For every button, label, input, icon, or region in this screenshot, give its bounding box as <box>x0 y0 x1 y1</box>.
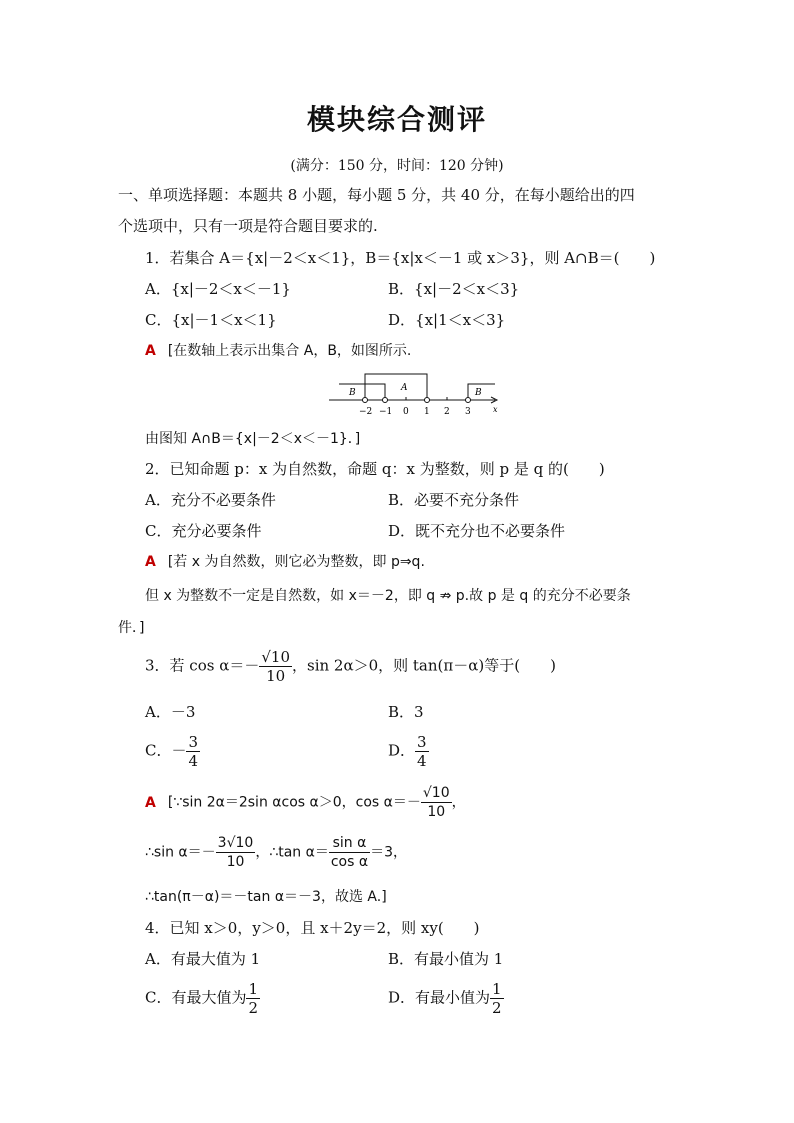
fraction-denominator: 2 <box>248 999 259 1017</box>
q4-option-b: B．有最小值为 1 <box>388 950 504 968</box>
page-subtitle: (满分：150 分，时间：120 分钟) <box>290 158 504 174</box>
q3-answer2-fraction2 <box>329 834 370 871</box>
q1-answer-line1 <box>145 341 411 361</box>
page-title: 模块综合测评 <box>306 103 487 136</box>
q4-option-c-fraction <box>246 980 260 1017</box>
q3-option-d-fraction <box>415 733 429 770</box>
q2-answer-letter: A <box>145 554 156 570</box>
q2-option-d: D．既不充分也不必要条件 <box>388 522 566 540</box>
q2-answer-line1 <box>145 552 425 572</box>
q3-answer-fraction <box>421 784 452 821</box>
q2-option-c: C．充分必要条件 <box>145 522 262 540</box>
section-heading-line1: 一、单项选择题：本题共 8 小题，每小题 5 分，共 40 分，在每小题给出的四 <box>118 186 635 204</box>
q3-answer-text-post: ， <box>451 794 466 811</box>
axis-label-x: x <box>493 405 498 414</box>
q3-stem <box>145 648 556 685</box>
q3-stem-post: ，sin 2α＞0，则 tan(π－α)等于( ) <box>292 656 556 675</box>
q4-option-d-pre: D．有最小值为 <box>388 988 491 1007</box>
q2-answer-text: [若 x 为自然数，则它必为整数，即 p⇒q. <box>167 554 425 570</box>
fraction-numerator: √10 <box>422 785 450 801</box>
tick-label: 3 <box>465 407 471 417</box>
q2-stem: 2．已知命题 p：x 为自然数，命题 q：x 为整数，则 p 是 q 的( ) <box>145 460 605 478</box>
q2-answer-line2: 但 x 为整数不一定是自然数，如 x＝－2，即 q ⇏ p.故 p 是 q 的充分不必要条 <box>145 588 631 604</box>
fraction-numerator: 1 <box>248 980 259 998</box>
q1-answer-line2: 由图知 A∩B＝{x|－2＜x＜－1}．] <box>145 431 361 447</box>
q2-option-b: B．必要不充分条件 <box>388 491 520 509</box>
fraction-denominator: 10 <box>226 854 245 870</box>
fraction-denominator: cos α <box>330 854 369 870</box>
q2-option-a: A．充分不必要条件 <box>145 491 276 509</box>
q3-option-d <box>388 733 429 770</box>
q4-option-d-fraction <box>490 980 504 1017</box>
tick-label: 0 <box>403 407 409 417</box>
q3-answer-line1 <box>145 784 466 821</box>
q3-option-b: B．3 <box>388 703 424 721</box>
q3-stem-fraction <box>259 648 292 685</box>
fraction-denominator: 10 <box>266 667 286 685</box>
axis-label-b-right: B <box>475 388 482 398</box>
fraction-denominator: 10 <box>427 804 446 820</box>
axis-label-a: A <box>401 383 408 393</box>
q2-answer-line3: 件．] <box>118 620 145 636</box>
q3-answer-text-pre: [∵sin 2α＝2sin αcos α＞0，cos α＝－ <box>167 794 421 811</box>
fraction-denominator: 4 <box>188 752 199 770</box>
q3-answer2-fraction1 <box>216 834 256 871</box>
tick-label: −2 <box>359 407 373 417</box>
q4-option-d <box>388 980 504 1017</box>
number-line-figure <box>325 370 505 418</box>
q3-option-c-pre: C．－ <box>145 741 187 760</box>
fraction-numerator: 1 <box>492 980 502 998</box>
q3-answer2-pre: ∴sin α＝－ <box>145 844 216 861</box>
fraction-denominator: 4 <box>417 752 427 770</box>
fraction-denominator: 2 <box>492 999 502 1017</box>
q3-option-c <box>145 733 200 770</box>
q1-option-b: B．{x|－2＜x＜3} <box>388 280 520 298</box>
q1-option-c: C．{x|－1＜x＜1} <box>145 311 277 329</box>
q3-answer-line2 <box>145 834 407 871</box>
q4-option-a: A．有最大值为 1 <box>145 950 261 968</box>
axis-label-b-left: B <box>349 388 356 398</box>
q3-answer-line3: ∴tan(π－α)＝－tan α＝－3，故选 A.] <box>145 889 387 905</box>
q1-option-a: A．{x|－2＜x＜－1} <box>145 280 291 298</box>
q4-stem: 4．已知 x＞0，y＞0，且 x＋2y＝2，则 xy( ) <box>145 919 480 937</box>
q3-option-a: A．－3 <box>145 703 196 721</box>
q1-answer-text: [在数轴上表示出集合 A，B，如图所示. <box>167 343 412 359</box>
fraction-numerator: √10 <box>261 648 290 666</box>
q1-answer-letter: A <box>145 343 156 359</box>
tick-label: 2 <box>444 407 450 417</box>
q1-option-d: D．{x|1＜x＜3} <box>388 311 506 329</box>
fraction-numerator: 3 <box>188 733 199 751</box>
fraction-numerator: sin α <box>329 834 370 853</box>
q3-stem-pre: 3．若 cos α＝－ <box>145 656 260 675</box>
fraction-numerator: 3√10 <box>217 835 254 851</box>
tick-label: 1 <box>424 407 430 417</box>
q3-option-d-pre: D． <box>388 741 416 760</box>
fraction-numerator: 3 <box>417 733 427 751</box>
tick-label: −1 <box>379 407 393 417</box>
q3-answer2-post: ＝3， <box>370 844 408 861</box>
q4-option-c-pre: C．有最大值为 <box>145 988 247 1007</box>
section-heading-line2: 个选项中，只有一项是符合题目要求的. <box>118 217 378 235</box>
q3-option-c-fraction <box>186 733 200 770</box>
q1-stem: 1．若集合 A＝{x|－2＜x＜1}，B＝{x|x＜－1 或 x＞3}，则 A∩B＝( ) <box>145 249 656 267</box>
q3-answer2-mid: ，∴tan α＝ <box>255 844 329 861</box>
q3-answer-letter: A <box>145 794 156 811</box>
q4-option-c <box>145 980 260 1017</box>
